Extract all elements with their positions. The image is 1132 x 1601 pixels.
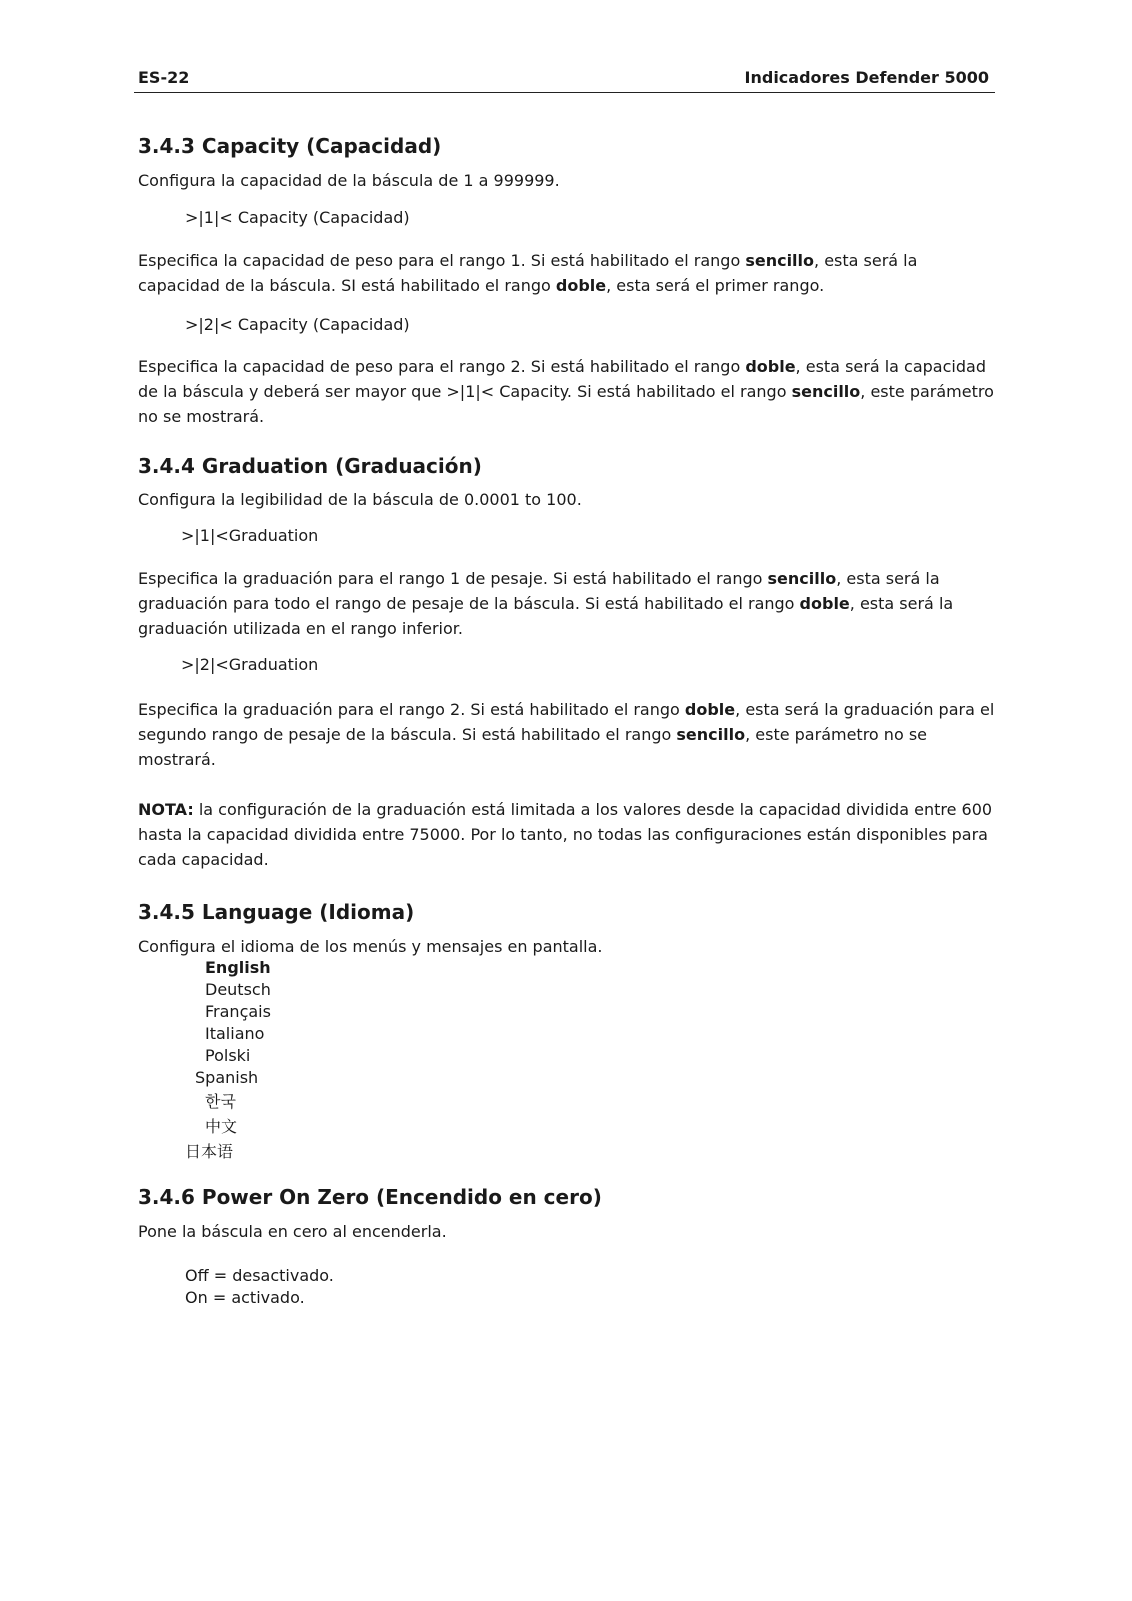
graduation-range1-description: Especifica la graduación para el rango 1 de pesaje. Si está habilitado el rango sencillo, esta será la graduación para todo el rango de pesaje de la báscula. Si está habilitado el rango doble, esta será la graduación utilizada en el rango inferior.	[138, 569, 954, 638]
language-heading: 3.4.5 Language (Idioma)	[138, 900, 415, 924]
document-page	[138, 0, 993, 1601]
page-number: ES-22	[138, 68, 190, 87]
graduation-heading: 3.4.4 Graduation (Graduación)	[138, 454, 482, 478]
language-option-italiano: Italiano	[205, 1024, 265, 1043]
language-option-spanish: Spanish	[195, 1068, 259, 1087]
capacity-range2-description: Especifica la capacidad de peso para el rango 2. Si está habilitado el rango doble, esta será la capacidad de la báscula y deberá ser mayor que >|1|< Capacity. Si está habilitado el rango sencillo, este parámetro no se mostrará.	[138, 357, 994, 426]
language-option-japanese: 日本语	[185, 1142, 234, 1161]
language-intro: Configura el idioma de los menús y mensajes en pantalla.	[138, 937, 603, 956]
page-header	[134, 66, 995, 93]
graduation-note: NOTA: la configuración de la graduación está limitada a los valores desde la capacidad dividida entre 600 hasta la capacidad dividida entre 75000. Por lo tanto, no todas las configuraciones están disponibles para cada capacidad.	[138, 800, 993, 869]
capacity-range1-label: >|1|< Capacity (Capacidad)	[185, 208, 410, 227]
power-on-zero-off-option: Off = desactivado.	[185, 1266, 334, 1285]
graduation-range2-label: >|2|<Graduation	[181, 655, 319, 674]
language-option-deutsch: Deutsch	[205, 980, 271, 999]
power-on-zero-intro: Pone la báscula en cero al encenderla.	[138, 1222, 447, 1241]
power-on-zero-heading: 3.4.6 Power On Zero (Encendido en cero)	[138, 1185, 602, 1209]
note-label: NOTA:	[138, 800, 194, 819]
language-option-chinese: 中文	[205, 1117, 238, 1136]
capacity-range2-label: >|2|< Capacity (Capacidad)	[185, 315, 410, 334]
language-option-francais: Français	[205, 1002, 271, 1021]
graduation-range1-label: >|1|<Graduation	[181, 526, 319, 545]
language-option-korean: 한국	[205, 1092, 236, 1111]
language-option-polski: Polski	[205, 1046, 251, 1065]
graduation-intro: Configura la legibilidad de la báscula de 0.0001 to 100.	[138, 490, 582, 509]
capacity-heading: 3.4.3 Capacity (Capacidad)	[138, 134, 442, 158]
power-on-zero-on-option: On = activado.	[185, 1288, 305, 1307]
capacity-intro: Configura la capacidad de la báscula de 1 a 999999.	[138, 171, 560, 190]
document-title: Indicadores Defender 5000	[744, 68, 989, 87]
capacity-range1-description: Especifica la capacidad de peso para el rango 1. Si está habilitado el rango sencillo, esta será la capacidad de la báscula. SI está habilitado el rango doble, esta será el primer rango.	[138, 251, 918, 295]
language-option-english: English	[205, 958, 271, 977]
graduation-range2-description: Especifica la graduación para el rango 2. Si está habilitado el rango doble, esta será la graduación para el segundo rango de pesaje de la báscula. Si está habilitado el rango sencillo, este parámetro no se mostrará.	[138, 700, 995, 769]
